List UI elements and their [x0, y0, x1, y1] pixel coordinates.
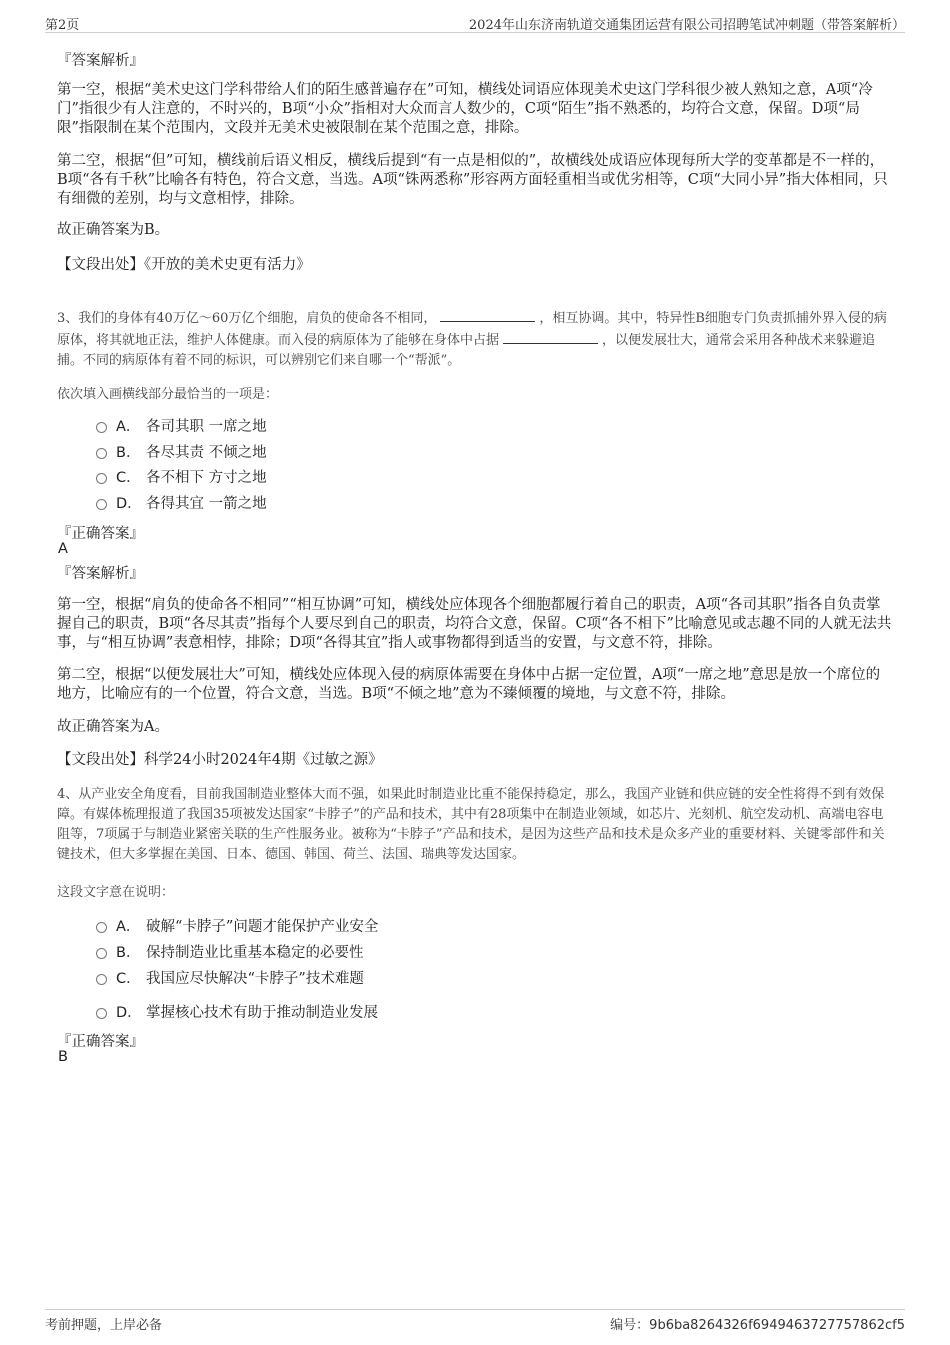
q3-analysis-tag: 『答案解析』 — [57, 566, 144, 582]
q4-option-c[interactable]: C． 我国应尽快解决“卡脖子”技术难题 — [96, 967, 364, 987]
q3-source: 【文段出处】科学24小时2024年4期《过敏之源》 — [57, 752, 383, 768]
footer-slogan: 考前押题，上岸必备 — [45, 1318, 163, 1333]
q3-correct-answer: A — [58, 541, 68, 557]
radio-icon[interactable] — [96, 499, 107, 510]
q3-analysis-p1: 第一空，根据“肩负的使命各不相同”“相互协调”可知，横线处应体现各个细胞都履行着自己的职责，A项“各司其职”指各自负责掌握自己的职责，B项“各尽其责”指每个人要尽到自己的职责，均符合文意，保留。C项“各不相下”比喻意见或志趣不同的人就无法共事，与“相互协调”表意相悖，排除；D项“各得其宜”指人或事物都得到适当的安置，与文意不符，排除。 — [57, 597, 892, 651]
q3-option-d[interactable]: D． 各得其宜 一箭之地 — [96, 492, 267, 512]
q3-option-a[interactable]: A． 各司其职 一席之地 — [96, 415, 267, 435]
radio-icon[interactable] — [96, 1008, 107, 1019]
fill-blank-2 — [503, 329, 598, 344]
q2-analysis-p1: 第一空，根据“美术史这门学科带给人们的陌生感普遍存在”可知，横线处词语应体现美术史这门学科很少被人熟知之意，A项“冷门”指很少有人注意的，不时兴的，B项“小众”指相对大众而言人数少的，C项“陌生”指不熟悉的，均符合文意，保留。D项“局限”指限制在某个范围内，文段并无美术史被限制在某个范围之意，排除。 — [57, 82, 873, 136]
q3-prompt: 依次填入画横线部分最恰当的一项是： — [57, 387, 279, 402]
q4-option-a[interactable]: A． 破解“卡脖子”问题才能保护产业安全 — [96, 915, 378, 935]
q3-option-c[interactable]: C． 各不相下 方寸之地 — [96, 466, 267, 486]
radio-icon[interactable] — [96, 922, 107, 933]
q4-question-text: 4、从产业安全角度看，目前我国制造业整体大而不强，如果此时制造业比重不能保持稳定，那么，我国产业链和供应链的安全性将得不到有效保障。有媒体梳理报道了我国35项被发达国家“卡脖子”的产品和技术，其中有28项集中在制造业领域，如芯片、光刻机、航空发动机、高端电容电阻等，7项属于与制造业紧密关联的生产性服务业。被称为“卡脖子”产品和技术，是因为这些产品和技术是众多产业的重要材料、关键零部件和关键技术，但大多掌握在美国、日本、德国、韩国、荷兰、法国、瑞典等发达国家。 — [57, 787, 885, 862]
page-number: 第2页 — [45, 18, 80, 33]
radio-icon[interactable] — [96, 448, 107, 459]
q2-analysis-p2: 第二空，根据“但”可知，横线前后语义相反，横线后提到“有一点是相似的”，故横线处成语应体现每所大学的变革都是不一样的，B项“各有千秋”比喻各有特色，符合文意，当选。A项“铢两悉称”形容两方面轻重相当或优劣相等，C项“大同小异”指大体相同，只有细微的差别，均与文意相悖，排除。 — [57, 153, 888, 207]
q4-correct-answer: B — [58, 1049, 68, 1065]
q2-conclusion: 故正确答案为B。 — [57, 222, 170, 238]
q4-correct-tag: 『正确答案』 — [57, 1034, 144, 1050]
q2-analysis-tag: 『答案解析』 — [57, 53, 144, 69]
q3-analysis-p2: 第二空，根据“以便发展壮大”可知，横线处应体现入侵的病原体需要在身体中占据一定位置，A项“一席之地”意思是放一个席位的地方，比喻应有的一个位置，符合文意，当选。B项“不倾之地”意为不臻倾覆的境地，与文意不符，排除。 — [57, 667, 881, 702]
q3-question-text: 3、我们的身体有40万亿～60万亿个细胞，肩负的使命各不相同， ，相互协调。其中，特异性B细胞专门负责抓捕外界入侵的病原体，将其就地正法，维护人体健康。而入侵的病原体为了能够在身体中占据 ，以便发展壮大，通常会采用各种战术来躲避追捕。不同的病原体有着不同的标识，可以辨别它们来自哪一个“帮派”。 — [57, 307, 895, 371]
document-code: 编号：9b6ba8264326f6949463727757862cf5 — [610, 1318, 905, 1333]
page-header — [45, 12, 905, 33]
document-title: 2024年山东济南轨道交通集团运营有限公司招聘笔试冲刺题（带答案解析） — [468, 18, 905, 33]
q3-conclusion: 故正确答案为A。 — [57, 719, 169, 735]
q2-source: 【文段出处】《开放的美术史更有活力》 — [57, 257, 311, 273]
radio-icon[interactable] — [96, 422, 107, 433]
radio-icon[interactable] — [96, 974, 107, 985]
radio-icon[interactable] — [96, 473, 107, 484]
q4-option-b[interactable]: B． 保持制造业比重基本稳定的必要性 — [96, 941, 364, 961]
q3-correct-tag: 『正确答案』 — [57, 526, 144, 542]
q4-prompt: 这段文字意在说明： — [57, 885, 175, 900]
q4-option-d[interactable]: D． 掌握核心技术有助于推动制造业发展 — [96, 1001, 378, 1021]
page-footer — [45, 1309, 905, 1332]
fill-blank-1 — [440, 307, 535, 322]
radio-icon[interactable] — [96, 948, 107, 959]
q3-option-b[interactable]: B． 各尽其责 不倾之地 — [96, 441, 267, 461]
